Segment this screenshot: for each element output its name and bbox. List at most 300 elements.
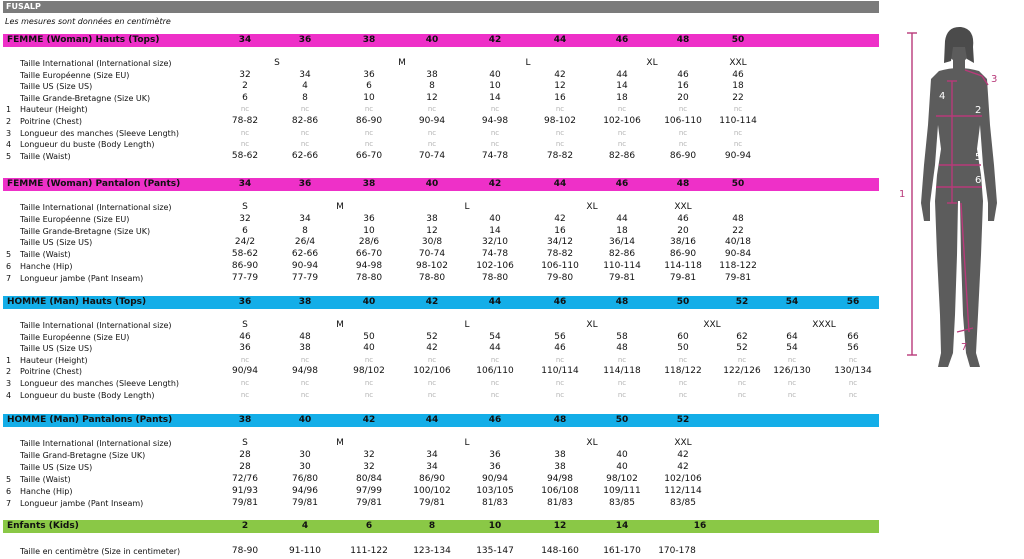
size-value-cell: 56 xyxy=(847,343,859,354)
size-value-cell: 6 xyxy=(366,81,372,92)
size-column-header: 46 xyxy=(615,179,629,189)
size-value-cell: nc xyxy=(678,140,688,149)
size-value-cell: 14 xyxy=(489,92,501,103)
row-label: Hanche (Hip) xyxy=(20,487,73,496)
size-value-cell: nc xyxy=(737,379,747,387)
size-value-cell: 79/81 xyxy=(356,498,382,508)
size-value-cell: 78-80 xyxy=(355,272,383,283)
size-value-cell: 10 xyxy=(363,225,375,236)
size-value-cell: 30/8 xyxy=(421,237,443,248)
size-value-cell: nc xyxy=(787,379,797,387)
size-value-cell: nc xyxy=(240,355,250,364)
size-value-cell: 42 xyxy=(677,462,689,472)
size-column-header: 42 xyxy=(488,35,502,45)
size-column-header: 34 xyxy=(238,179,252,189)
size-value-cell: 86-90 xyxy=(231,261,259,271)
size-value-cell: nc xyxy=(555,140,565,149)
row-label: Hauteur (Height) xyxy=(20,355,88,365)
size-value-cell: 97/99 xyxy=(356,486,382,496)
size-value-cell: 90-94 xyxy=(724,150,752,161)
row-label: Taille (Waist) xyxy=(20,151,71,161)
size-column-header: 2 xyxy=(241,521,249,531)
row-label: Taille (Waist) xyxy=(20,250,71,260)
size-value-cell: 18 xyxy=(616,225,628,236)
size-value-cell: 106/110 xyxy=(476,366,514,377)
measurement-marker-number: 5 xyxy=(6,151,12,161)
size-value-cell: nc xyxy=(555,355,565,364)
size-value-cell: 78-80 xyxy=(418,272,446,283)
size-value-cell: nc xyxy=(617,355,627,364)
size-value-cell: 58 xyxy=(616,331,628,342)
size-value-cell: nc xyxy=(555,128,565,137)
size-value-cell: 38/16 xyxy=(670,237,696,248)
intl-size-cell: M xyxy=(336,320,344,330)
size-value-cell: 94/96 xyxy=(292,486,318,496)
marker-body-length: 4 xyxy=(939,91,946,102)
size-value-cell: 40/18 xyxy=(725,237,751,248)
marker-chest: 2 xyxy=(975,105,982,116)
size-value-cell: 102-106 xyxy=(476,261,514,271)
measurement-marker-number: 3 xyxy=(6,128,12,138)
size-value-cell: 126/130 xyxy=(773,366,811,377)
section-title: HOMME (Man) Pantalons (Pants) xyxy=(7,415,173,425)
measurement-marker-number: 7 xyxy=(6,499,12,508)
marker-sleeve: 3 xyxy=(991,74,998,85)
marker-height: 1 xyxy=(899,189,906,200)
row-label: Taille International (International size) xyxy=(20,321,172,330)
size-value-cell: 81/83 xyxy=(482,498,508,508)
size-value-cell: 62 xyxy=(736,331,748,342)
size-value-cell: nc xyxy=(737,390,747,399)
size-column-header: 48 xyxy=(553,415,567,425)
size-value-cell: 90/94 xyxy=(482,474,508,484)
size-value-cell: 90-94 xyxy=(418,116,446,126)
size-value-cell: 98/102 xyxy=(353,366,385,377)
size-value-cell: 54 xyxy=(489,331,501,342)
size-value-cell: nc xyxy=(678,355,688,364)
size-column-header: 50 xyxy=(731,179,745,189)
size-value-cell: nc xyxy=(427,355,437,364)
size-value-cell: nc xyxy=(733,140,743,149)
size-column-header: 46 xyxy=(615,35,629,45)
intl-size-cell: S xyxy=(274,58,280,68)
row-label: Taille Grande-Bretagne (Size UK) xyxy=(20,226,151,236)
size-value-cell: 98/102 xyxy=(606,474,638,484)
size-value-cell: 79-81 xyxy=(608,272,636,283)
size-value-cell: 170-178 xyxy=(658,546,696,556)
size-value-cell: 36 xyxy=(363,213,375,224)
size-value-cell: 122/126 xyxy=(723,366,761,377)
size-value-cell: 77-79 xyxy=(291,272,319,283)
size-value-cell: 40 xyxy=(616,462,628,472)
size-value-cell: 10 xyxy=(489,81,501,92)
section-title: FEMME (Woman) Pantalon (Pants) xyxy=(7,179,181,189)
intl-size-cell: XXL xyxy=(674,438,692,448)
section-title: HOMME (Man) Hauts (Tops) xyxy=(7,297,147,307)
size-value-cell: nc xyxy=(617,105,627,114)
silhouette xyxy=(921,27,997,367)
size-value-cell: nc xyxy=(300,105,310,114)
size-value-cell: 110-114 xyxy=(719,116,757,126)
size-value-cell: 52 xyxy=(426,331,438,342)
size-value-cell: nc xyxy=(240,379,250,387)
size-value-cell: nc xyxy=(240,390,250,399)
size-value-cell: 114/118 xyxy=(603,366,641,377)
size-column-header: 36 xyxy=(298,179,312,189)
row-label: Longueur des manches (Sleeve Length) xyxy=(20,128,180,138)
row-label: Hanche (Hip) xyxy=(20,262,73,271)
size-value-cell: nc xyxy=(490,140,500,149)
size-value-cell: 70-74 xyxy=(418,150,446,161)
size-column-header: 8 xyxy=(428,521,436,531)
size-value-cell: nc xyxy=(733,105,743,114)
units-note: Les mesures sont données en centimètre xyxy=(5,17,171,26)
intl-size-cell: XXL xyxy=(729,58,747,68)
size-column-header: 56 xyxy=(846,297,860,307)
size-value-cell: 62-66 xyxy=(291,150,319,161)
measurement-marker-number: 7 xyxy=(6,273,12,283)
size-value-cell: 46 xyxy=(239,331,251,342)
row-label: Taille (Waist) xyxy=(20,475,71,484)
size-value-cell: nc xyxy=(617,140,627,149)
size-value-cell: nc xyxy=(300,355,310,364)
size-value-cell: 82-86 xyxy=(291,116,319,126)
size-column-header: 38 xyxy=(362,35,376,45)
size-value-cell: nc xyxy=(427,140,437,149)
size-value-cell: 90-94 xyxy=(291,261,319,271)
size-column-header: 44 xyxy=(553,35,567,45)
size-column-header: 36 xyxy=(238,297,252,307)
intl-size-cell: XL xyxy=(646,58,658,68)
size-value-cell: nc xyxy=(490,379,500,387)
brand-bar xyxy=(3,1,879,13)
intl-size-cell: XL xyxy=(586,438,598,448)
size-value-cell: 8 xyxy=(302,92,308,103)
figure-neck xyxy=(953,59,965,69)
size-column-header: 50 xyxy=(731,35,745,45)
size-value-cell: 40 xyxy=(616,450,628,460)
size-value-cell: 16 xyxy=(677,81,689,92)
size-value-cell: nc xyxy=(364,379,374,387)
size-value-cell: 110/114 xyxy=(541,366,579,377)
size-column-header: 42 xyxy=(425,297,439,307)
size-value-cell: nc xyxy=(678,390,688,399)
size-value-cell: 90-84 xyxy=(724,249,752,260)
size-value-cell: 135-147 xyxy=(476,546,514,556)
size-value-cell: nc xyxy=(848,379,858,387)
size-value-cell: nc xyxy=(427,105,437,114)
size-column-header: 42 xyxy=(488,179,502,189)
size-value-cell: 62-66 xyxy=(291,249,319,260)
size-value-cell: 30 xyxy=(299,462,311,472)
row-label: Taille Grande-Bretagne (Size UK) xyxy=(20,93,151,103)
size-value-cell: 24/2 xyxy=(234,237,256,248)
size-value-cell: 94-98 xyxy=(355,261,383,271)
row-label: Taille US (Size US) xyxy=(20,238,93,248)
size-value-cell: 102-106 xyxy=(603,116,641,126)
size-value-cell: 77-79 xyxy=(231,272,259,283)
size-value-cell: 40 xyxy=(489,69,501,80)
size-value-cell: 118/122 xyxy=(664,366,702,377)
size-value-cell: nc xyxy=(490,128,500,137)
size-value-cell: 79/81 xyxy=(419,498,445,508)
size-value-cell: 12 xyxy=(426,92,438,103)
size-value-cell: 38 xyxy=(299,343,311,354)
size-value-cell: 102/106 xyxy=(413,366,451,377)
size-value-cell: 38 xyxy=(554,450,566,460)
row-label: Poitrine (Chest) xyxy=(20,367,82,377)
size-value-cell: 78-80 xyxy=(481,272,509,283)
size-column-header: 38 xyxy=(362,179,376,189)
size-value-cell: 79-80 xyxy=(546,272,574,283)
size-value-cell: 30 xyxy=(299,450,311,460)
size-value-cell: nc xyxy=(678,105,688,114)
size-value-cell: 34 xyxy=(426,450,438,460)
size-value-cell: 110-114 xyxy=(603,261,641,271)
size-value-cell: nc xyxy=(300,128,310,137)
size-value-cell: 86-90 xyxy=(355,116,383,126)
size-value-cell: 100/102 xyxy=(413,486,451,496)
section-title: FEMME (Woman) Hauts (Tops) xyxy=(7,35,160,45)
size-column-header: 50 xyxy=(615,415,629,425)
size-value-cell: 36 xyxy=(239,343,251,354)
section-header-bar xyxy=(3,296,879,309)
size-value-cell: 66-70 xyxy=(355,249,383,260)
size-value-cell: 32/10 xyxy=(482,237,508,248)
size-value-cell: 32 xyxy=(363,462,375,472)
size-value-cell: 106/108 xyxy=(541,486,579,496)
intl-size-cell: XL xyxy=(586,202,598,212)
size-value-cell: nc xyxy=(427,379,437,387)
row-label: Taille US (Size US) xyxy=(20,82,93,92)
size-value-cell: nc xyxy=(427,390,437,399)
intl-size-cell: S xyxy=(242,202,248,212)
figure-left-leg xyxy=(935,201,958,367)
size-column-header: 16 xyxy=(693,521,707,531)
size-value-cell: 79/81 xyxy=(292,498,318,508)
size-column-header: 48 xyxy=(676,179,690,189)
size-value-cell: 79/81 xyxy=(232,498,258,508)
size-value-cell: nc xyxy=(240,140,250,149)
size-column-header: 38 xyxy=(298,297,312,307)
intl-size-cell: M xyxy=(336,438,344,448)
size-value-cell: 86-90 xyxy=(669,249,697,260)
size-column-header: 44 xyxy=(425,415,439,425)
size-value-cell: 26/4 xyxy=(294,237,316,248)
size-value-cell: 36/14 xyxy=(609,237,635,248)
size-value-cell: 34 xyxy=(426,462,438,472)
size-value-cell: 50 xyxy=(363,331,375,342)
size-value-cell: nc xyxy=(490,390,500,399)
row-label: Taille Européenne (Size EU) xyxy=(20,214,130,224)
size-value-cell: 46 xyxy=(732,69,744,80)
size-value-cell: 86-90 xyxy=(669,150,697,161)
size-value-cell: 58-62 xyxy=(231,249,259,260)
size-value-cell: nc xyxy=(364,390,374,399)
marker-inseam: 7 xyxy=(961,342,968,353)
size-value-cell: 83/85 xyxy=(670,498,696,508)
size-value-cell: 32 xyxy=(239,213,251,224)
marker-hip: 6 xyxy=(975,175,982,186)
size-value-cell: 54 xyxy=(786,343,798,354)
size-column-header: 48 xyxy=(676,35,690,45)
size-value-cell: nc xyxy=(555,390,565,399)
size-value-cell: 103/105 xyxy=(476,486,514,496)
intl-size-cell: L xyxy=(525,58,531,68)
size-value-cell: 66-70 xyxy=(355,150,383,161)
intl-size-cell: L xyxy=(464,202,470,212)
size-column-header: 44 xyxy=(488,297,502,307)
row-label: Longueur du buste (Body Length) xyxy=(20,390,155,400)
row-label: Taille International (International size) xyxy=(20,59,172,68)
size-value-cell: nc xyxy=(787,355,797,364)
size-value-cell: 83/85 xyxy=(609,498,635,508)
size-value-cell: nc xyxy=(848,390,858,399)
size-value-cell: 8 xyxy=(429,81,435,92)
size-value-cell: 64 xyxy=(786,331,798,342)
size-column-header: 12 xyxy=(553,521,567,531)
size-column-header: 6 xyxy=(365,521,373,531)
size-value-cell: 16 xyxy=(554,225,566,236)
measurement-marker-number: 5 xyxy=(6,475,12,484)
size-value-cell: nc xyxy=(240,128,250,137)
intl-size-cell: M xyxy=(398,58,406,68)
measurement-marker-number: 3 xyxy=(6,379,12,388)
size-column-header: 40 xyxy=(425,35,439,45)
size-value-cell: 44 xyxy=(616,213,628,224)
measurement-marker-number: 6 xyxy=(6,487,12,496)
section-header-bar xyxy=(3,414,879,427)
measurement-marker-number: 5 xyxy=(6,250,12,260)
intl-size-cell: XL xyxy=(586,320,598,330)
size-value-cell: 114-118 xyxy=(664,261,702,271)
measurement-marker-number: 4 xyxy=(6,140,12,150)
size-value-cell: 40 xyxy=(363,343,375,354)
size-value-cell: 86/90 xyxy=(419,474,445,484)
size-value-cell: 34/12 xyxy=(547,237,573,248)
size-value-cell: nc xyxy=(787,390,797,399)
section-header-bar xyxy=(3,520,879,533)
size-value-cell: 78-90 xyxy=(231,546,259,556)
size-value-cell: 28 xyxy=(239,462,251,472)
intl-size-cell: M xyxy=(336,202,344,212)
size-value-cell: nc xyxy=(300,390,310,399)
size-value-cell: 14 xyxy=(489,225,501,236)
size-value-cell: 28 xyxy=(239,450,251,460)
size-value-cell: 130/134 xyxy=(834,366,872,377)
size-value-cell: 94/98 xyxy=(547,474,573,484)
size-column-header: 44 xyxy=(553,179,567,189)
size-value-cell: nc xyxy=(617,379,627,387)
size-value-cell: nc xyxy=(300,140,310,149)
size-value-cell: 50 xyxy=(677,343,689,354)
size-value-cell: 34 xyxy=(299,69,311,80)
size-value-cell: 46 xyxy=(677,213,689,224)
size-value-cell: 46 xyxy=(677,69,689,80)
row-label: Longueur des manches (Sleeve Length) xyxy=(20,379,180,388)
size-value-cell: 94-98 xyxy=(481,116,509,126)
brand-name: FUSALP xyxy=(6,2,41,11)
size-value-cell: 38 xyxy=(426,69,438,80)
size-value-cell: 48 xyxy=(299,331,311,342)
intl-size-cell: L xyxy=(464,320,470,330)
size-value-cell: nc xyxy=(427,128,437,137)
row-label: Poitrine (Chest) xyxy=(20,117,82,126)
size-value-cell: 78-82 xyxy=(231,116,259,126)
size-value-cell: 42 xyxy=(554,69,566,80)
row-label: Longueur jambe (Pant Inseam) xyxy=(20,273,144,283)
row-label: Taille International (International size) xyxy=(20,439,172,448)
size-value-cell: 112/114 xyxy=(664,486,702,496)
size-value-cell: 8 xyxy=(302,225,308,236)
size-value-cell: 98-102 xyxy=(544,116,576,126)
size-column-header: 40 xyxy=(298,415,312,425)
size-value-cell: 118-122 xyxy=(719,261,757,271)
size-value-cell: 60 xyxy=(677,331,689,342)
size-value-cell: 102/106 xyxy=(664,474,702,484)
size-value-cell: 22 xyxy=(732,92,744,103)
size-column-header: 40 xyxy=(362,297,376,307)
measurement-marker-number: 1 xyxy=(6,105,12,115)
section-header-bar xyxy=(3,178,879,191)
size-value-cell: 76/80 xyxy=(292,474,318,484)
size-value-cell: 56 xyxy=(554,331,566,342)
measurement-marker-number: 6 xyxy=(6,262,12,271)
size-value-cell: nc xyxy=(555,379,565,387)
size-value-cell: nc xyxy=(364,128,374,137)
size-column-header: 10 xyxy=(488,521,502,531)
size-value-cell: 14 xyxy=(616,81,628,92)
size-value-cell: 6 xyxy=(242,92,248,103)
size-value-cell: 36 xyxy=(489,462,501,472)
size-value-cell: 36 xyxy=(363,69,375,80)
size-value-cell: 44 xyxy=(489,343,501,354)
intl-size-cell: S xyxy=(242,320,248,330)
size-value-cell: 46 xyxy=(554,343,566,354)
intl-size-cell: XXL xyxy=(703,320,721,330)
section-header-bar xyxy=(3,34,879,47)
size-value-cell: 82-86 xyxy=(608,249,636,260)
size-column-header: 40 xyxy=(425,179,439,189)
size-value-cell: nc xyxy=(848,355,858,364)
size-column-header: 36 xyxy=(298,35,312,45)
intl-size-cell: XXL xyxy=(674,202,692,212)
size-value-cell: 28/6 xyxy=(358,237,380,248)
row-label: Taille Grand-Bretagne (Size UK) xyxy=(20,451,146,460)
intl-size-cell: L xyxy=(464,438,470,448)
size-value-cell: nc xyxy=(678,128,688,137)
size-value-cell: 109/111 xyxy=(603,486,641,496)
size-column-header: 42 xyxy=(362,415,376,425)
size-value-cell: nc xyxy=(300,379,310,387)
size-value-cell: 44 xyxy=(616,69,628,80)
size-value-cell: 72/76 xyxy=(232,474,258,484)
size-value-cell: 74-78 xyxy=(481,150,509,161)
row-label: Taille en centimètre (Size in centimeter) xyxy=(20,547,181,556)
size-value-cell: nc xyxy=(240,105,250,114)
size-value-cell: nc xyxy=(364,355,374,364)
size-column-header: 54 xyxy=(785,297,799,307)
intl-size-cell: S xyxy=(242,438,248,448)
size-value-cell: 20 xyxy=(677,225,689,236)
size-value-cell: 32 xyxy=(363,450,375,460)
row-label: Hauteur (Height) xyxy=(20,105,88,115)
row-label: Taille US (Size US) xyxy=(20,344,93,354)
size-column-header: 52 xyxy=(735,297,749,307)
size-value-cell: 42 xyxy=(554,213,566,224)
size-value-cell: 94/98 xyxy=(292,366,318,377)
size-column-header: 52 xyxy=(676,415,690,425)
